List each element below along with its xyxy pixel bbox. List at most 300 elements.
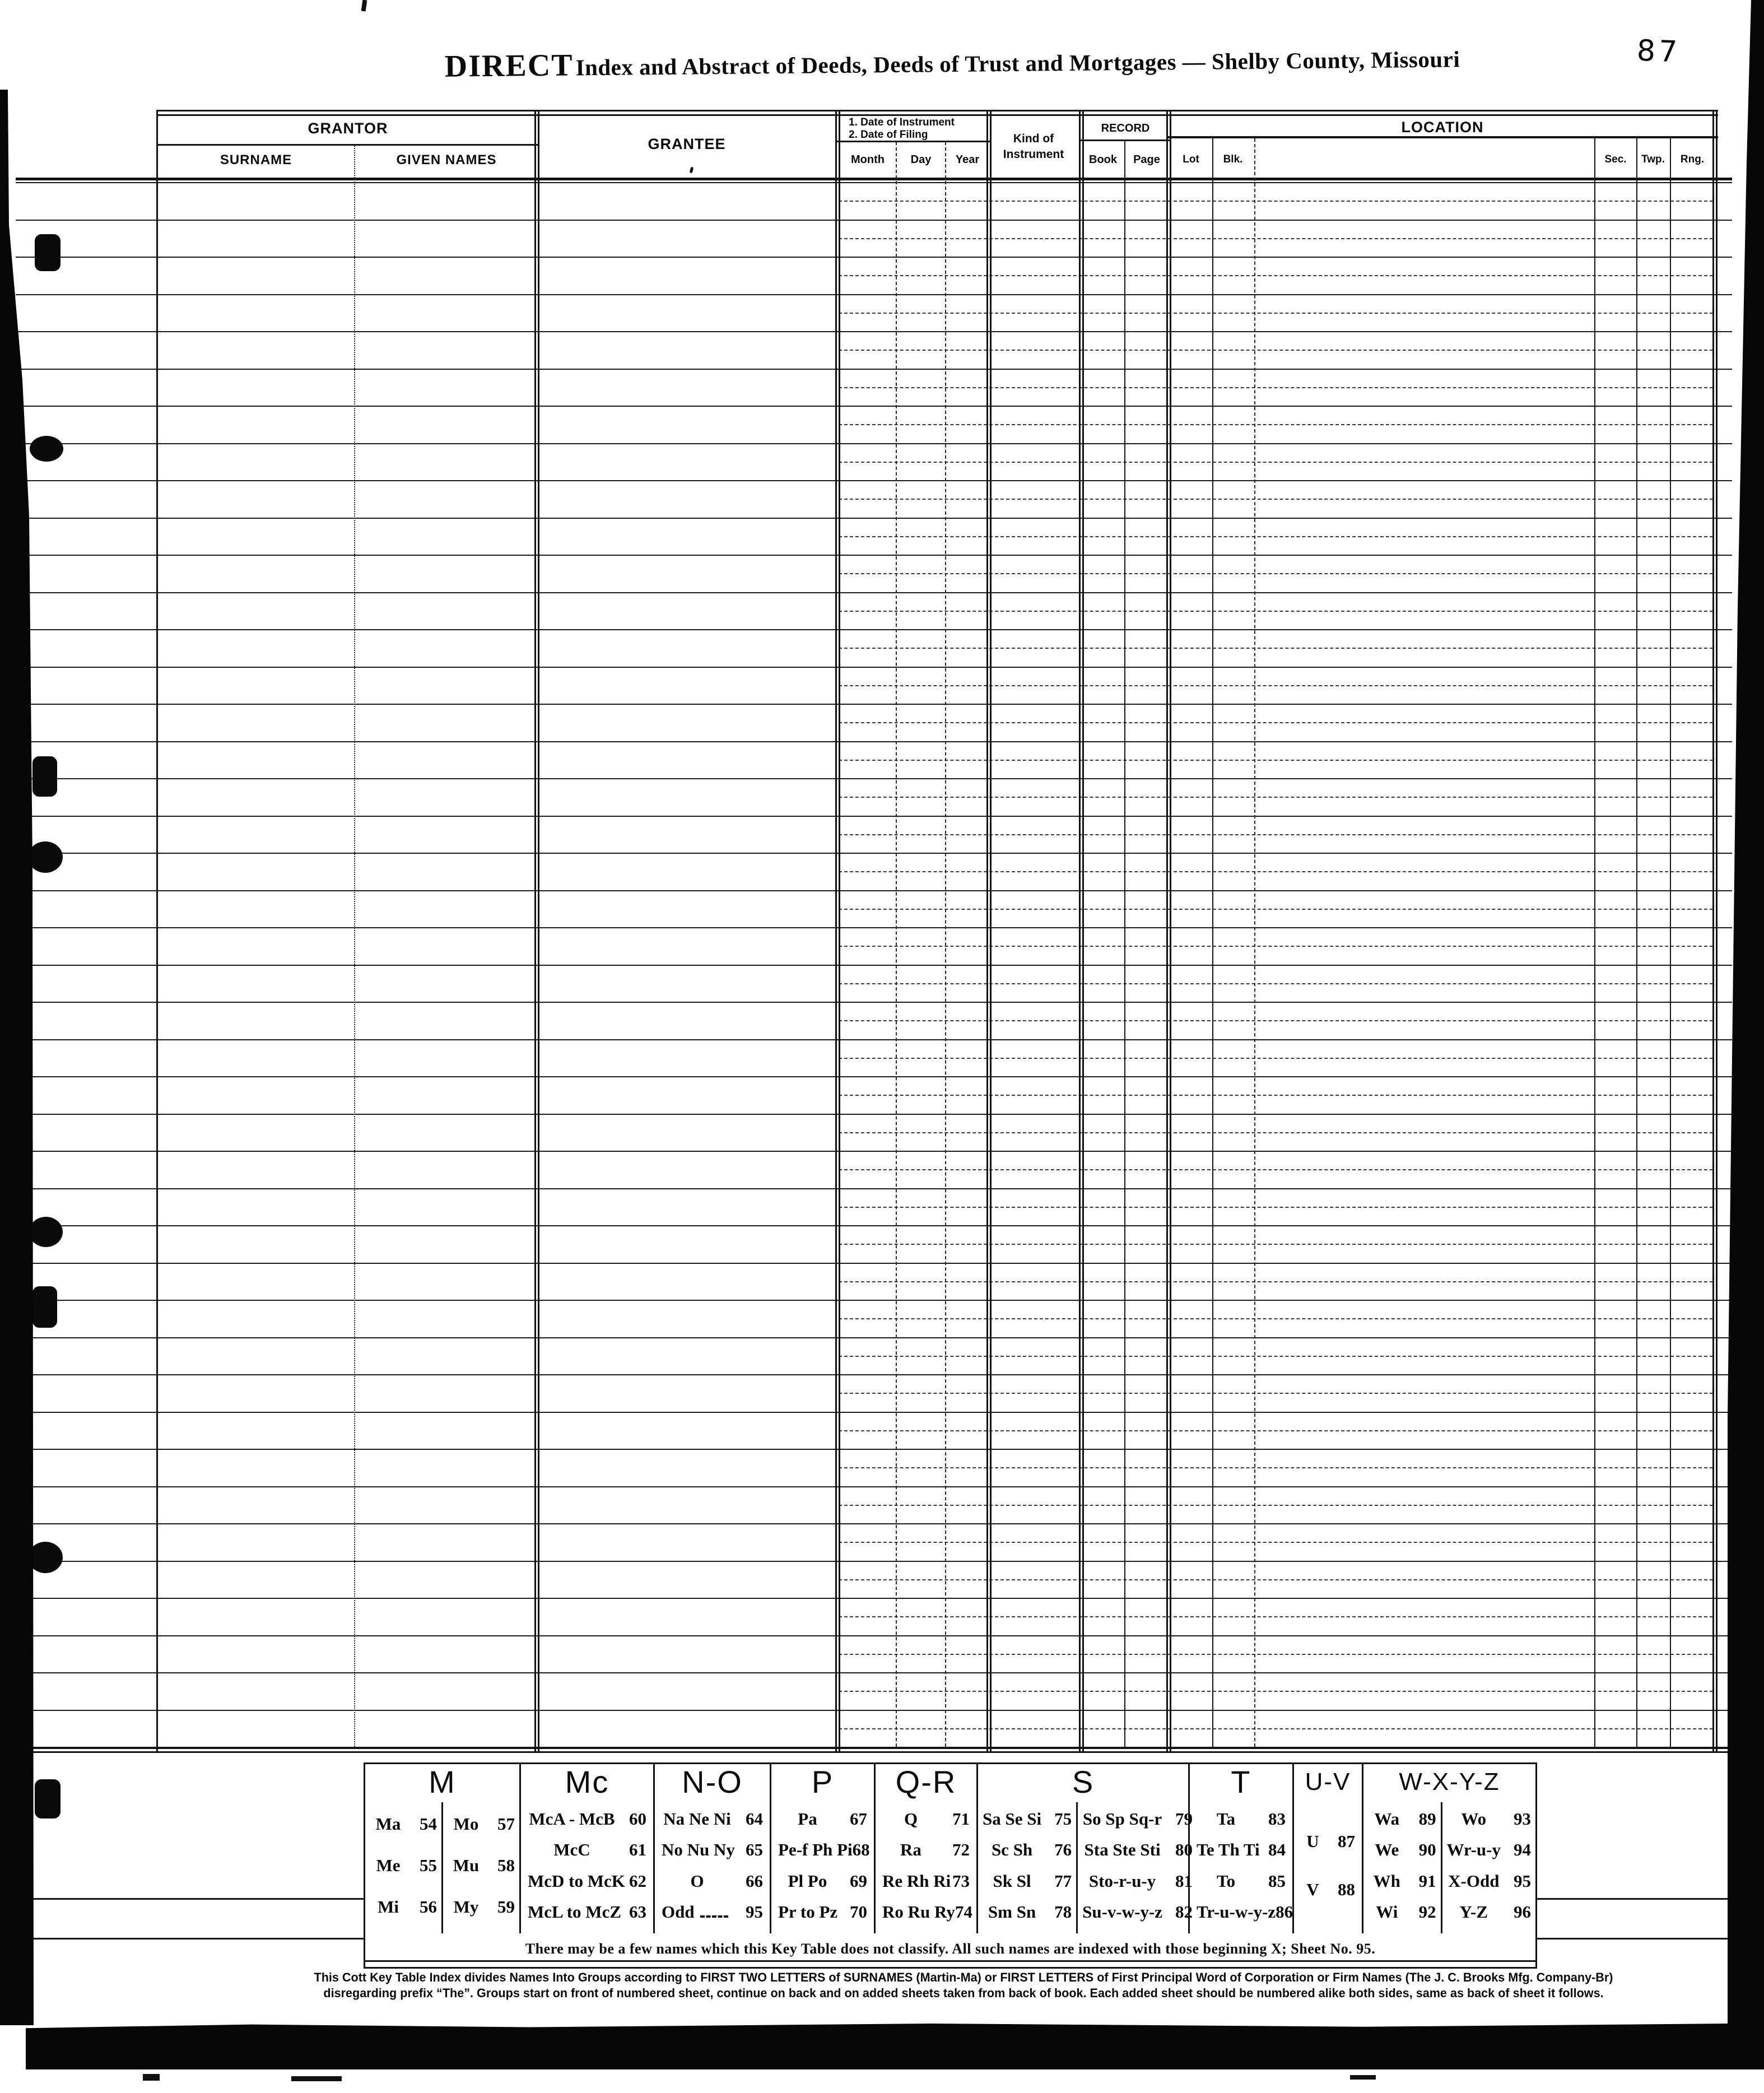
key-entry xyxy=(528,1809,646,1829)
key-entry xyxy=(1082,1871,1193,1891)
key-entry-label: Wr-u-y xyxy=(1446,1840,1501,1860)
grid-row xyxy=(16,1562,1732,1599)
key-entry-label: Ro Ru Ry xyxy=(882,1902,955,1922)
key-table-sections xyxy=(365,1764,1535,1933)
key-entry-sheet: 55 xyxy=(420,1855,437,1875)
binder-hole xyxy=(32,756,57,797)
rule-lot-blk-sep xyxy=(1212,138,1213,1747)
col-lot: Lot xyxy=(1183,154,1199,165)
page-title-rest: Index and Abstract of Deeds, Deeds of Trust and Mortgages — Shelby County, Missouri xyxy=(575,46,1460,81)
rule-day-year-sep xyxy=(945,142,946,1747)
grid-row xyxy=(16,817,1732,854)
rule-pre-sec-sep xyxy=(1594,138,1595,1747)
key-entry xyxy=(983,1840,1072,1860)
rule-top-inner xyxy=(156,114,1718,116)
key-section-mc-rows xyxy=(521,1802,653,1933)
key-entry-sheet: 59 xyxy=(497,1897,515,1917)
key-section-wxyz-left xyxy=(1363,1802,1441,1933)
scan-speck xyxy=(291,2076,342,2081)
grid-row xyxy=(16,481,1732,519)
key-entry xyxy=(882,1871,970,1891)
key-entry-sheet: 90 xyxy=(1418,1840,1436,1860)
key-entry-sheet: 79 xyxy=(1175,1808,1193,1829)
key-section-s xyxy=(978,1764,1193,1933)
col-book: Book xyxy=(1089,154,1117,166)
scan-speck xyxy=(361,0,367,11)
fine-print-line2: disregarding prefix “The”. Groups start on front of numbered sheet, continue on back and on added sheets taken from back of book. Each added sheet should be numbered alike both sides, same as back of sheet it follows. xyxy=(323,1986,1604,2000)
key-entry-label: So Sp Sq-r xyxy=(1082,1808,1162,1829)
col-location: LOCATION xyxy=(1401,119,1484,136)
key-entry-label: McL to McZ xyxy=(528,1902,622,1922)
grid-rows xyxy=(16,183,1732,1748)
grid-row xyxy=(16,705,1732,742)
key-entry-sheet: 65 xyxy=(746,1840,763,1860)
rule-book-page-sep xyxy=(1124,141,1125,1747)
key-section-t-rows xyxy=(1190,1802,1292,1933)
grid-row xyxy=(16,1338,1732,1376)
key-entry-label: X-Odd xyxy=(1448,1871,1500,1891)
key-entry xyxy=(1368,1809,1436,1829)
key-entry-sheet: 71 xyxy=(952,1808,970,1829)
key-entry-sheet: 95 xyxy=(746,1902,763,1922)
rule-surname-given-sep xyxy=(354,146,355,1747)
binder-hole xyxy=(32,1286,57,1328)
key-entry-label: Ta xyxy=(1216,1808,1236,1829)
col-surname: SURNAME xyxy=(220,152,292,168)
grid-row-midline xyxy=(839,834,1713,835)
grid-row-midline xyxy=(839,1132,1713,1133)
grid-row-midline xyxy=(839,1430,1713,1431)
key-entry xyxy=(983,1809,1072,1829)
rule-twp-rng-sep xyxy=(1670,138,1671,1747)
key-section-no-title: N-O xyxy=(682,1764,743,1799)
key-entry-label: Wi xyxy=(1376,1902,1398,1922)
grid-row-midline xyxy=(839,350,1713,351)
key-section-m-right xyxy=(441,1802,519,1933)
grid-row-midline xyxy=(839,1728,1713,1729)
key-entry xyxy=(528,1871,646,1891)
key-section-s-title: S xyxy=(1072,1764,1095,1799)
grid-row-midline xyxy=(839,1058,1713,1059)
grid-row xyxy=(16,1115,1732,1152)
key-section-qr xyxy=(876,1764,978,1933)
key-entry-sheet: 85 xyxy=(1268,1871,1286,1891)
key-section-wxyz-title: W-X-Y-Z xyxy=(1399,1768,1500,1796)
grid-row-midline xyxy=(839,797,1713,798)
grid-row-midline xyxy=(839,946,1713,947)
key-section-uv-title: U-V xyxy=(1305,1768,1351,1796)
grid-row-midline xyxy=(839,722,1713,723)
col-grantor: GRANTOR xyxy=(308,120,388,137)
key-entry-label: Pe-f Ph Pi xyxy=(778,1840,853,1860)
grid-row xyxy=(16,1487,1732,1525)
grid-row xyxy=(16,1636,1732,1674)
key-section-qr-rows xyxy=(876,1802,976,1933)
grid-row xyxy=(16,556,1732,593)
key-section-no-rows xyxy=(655,1802,770,1933)
grid-row-midline xyxy=(839,1579,1713,1580)
key-section-s-left xyxy=(978,1802,1076,1933)
binder-hole xyxy=(35,1779,60,1818)
grid-row-midline xyxy=(839,275,1713,276)
grid-row xyxy=(16,1711,1732,1748)
key-entry-label: No Nu Ny xyxy=(662,1840,735,1860)
key-entry-label: We xyxy=(1375,1840,1399,1860)
key-entry xyxy=(1197,1902,1293,1922)
key-entry xyxy=(1301,1831,1355,1852)
rule-grantee-date-sep xyxy=(835,110,840,1752)
key-entry xyxy=(370,1814,437,1834)
grid-row-midline xyxy=(839,648,1713,649)
grid-row-midline xyxy=(839,1095,1713,1096)
grid-row xyxy=(16,258,1732,295)
key-entry-sheet: 73 xyxy=(952,1871,970,1891)
key-section-s-split xyxy=(978,1802,1193,1933)
grid-row xyxy=(16,295,1732,333)
grid-row-midline xyxy=(839,1616,1713,1617)
key-entry xyxy=(983,1902,1072,1922)
key-entry-label: Ma xyxy=(375,1814,401,1834)
key-entry xyxy=(882,1809,970,1829)
key-table xyxy=(364,1762,1537,1969)
grid-row-midline xyxy=(839,387,1713,388)
key-entry-sheet: 58 xyxy=(497,1855,515,1875)
key-entry-label: Sc Sh xyxy=(991,1840,1033,1860)
grid-row-midline xyxy=(839,1244,1713,1245)
key-entry xyxy=(662,1840,763,1860)
scan-speck xyxy=(143,2074,160,2081)
grid-row xyxy=(16,1226,1732,1264)
key-entry-sheet: 83 xyxy=(1268,1808,1286,1829)
grid-row-midline xyxy=(839,499,1713,500)
key-entry-sheet: 84 xyxy=(1268,1840,1286,1860)
grid-row xyxy=(16,854,1732,891)
key-entry-label: Re Rh Ri xyxy=(882,1871,951,1891)
key-entry-label: Mu xyxy=(453,1855,480,1875)
grid-row xyxy=(16,928,1732,966)
binder-hole xyxy=(29,1217,63,1247)
col-kind-line1: Kind of xyxy=(1013,132,1054,145)
rule-date-kind-sep xyxy=(986,110,992,1752)
key-entry xyxy=(1197,1809,1286,1829)
key-entry-label: Odd xyxy=(662,1902,695,1922)
key-entry-label: Na Ne Ni xyxy=(663,1808,731,1829)
grid-row-midline xyxy=(839,1654,1713,1655)
col-blk: Blk. xyxy=(1223,154,1243,165)
grid-row xyxy=(16,1673,1732,1711)
col-rng: Rng. xyxy=(1680,154,1705,165)
grid-row xyxy=(16,1077,1732,1115)
grid-row-midline xyxy=(839,238,1713,239)
key-entry xyxy=(448,1855,515,1876)
key-entry-sheet: 81 xyxy=(1175,1871,1193,1891)
grid-row-midline xyxy=(839,573,1713,574)
rule-under-location xyxy=(1168,136,1718,138)
key-entry-sheet: 92 xyxy=(1418,1902,1436,1922)
key-entry-sheet: 77 xyxy=(1054,1871,1072,1891)
key-section-p-rows xyxy=(771,1802,874,1933)
key-entry-sheet: 82 xyxy=(1175,1902,1193,1922)
col-date-line1: 1. Date of Instrument xyxy=(849,117,955,128)
grid-row xyxy=(16,966,1732,1003)
key-entry xyxy=(662,1871,763,1891)
key-section-t xyxy=(1190,1764,1294,1933)
key-entry-sheet: 94 xyxy=(1514,1840,1531,1860)
rule-grid-bottom-heavy xyxy=(16,1747,1732,1749)
key-entry-label: O xyxy=(690,1871,704,1891)
grid-row xyxy=(16,630,1732,668)
key-entry-label: To xyxy=(1216,1871,1236,1891)
col-kind-line2: Instrument xyxy=(1003,148,1064,161)
key-entry-sheet: 88 xyxy=(1338,1880,1355,1899)
grid-row-midline xyxy=(839,536,1713,537)
key-entry xyxy=(448,1814,515,1834)
key-entry xyxy=(1082,1902,1193,1922)
key-entry-sheet: 68 xyxy=(852,1840,870,1860)
key-entry-sheet: 56 xyxy=(420,1897,437,1917)
col-date-line2: 2. Date of Filing xyxy=(849,129,928,141)
key-entry-sheet: 76 xyxy=(1054,1840,1072,1860)
key-section-uv-rows xyxy=(1294,1802,1362,1933)
grid-row-midline xyxy=(839,1356,1713,1357)
scan-speck xyxy=(690,167,694,174)
rule-under-record xyxy=(1081,139,1171,141)
key-entry-sheet: 72 xyxy=(952,1840,970,1860)
fine-print-line1: This Cott Key Table Index divides Names Into Groups according to FIRST TWO LETTERS of SURNAMES (Martin-Ma) or FIRST LETTERS of First Principal Word of Corporation or Firm Names (The J. C. Brooks Mfg. Company-Br) xyxy=(314,1970,1613,1984)
grid-row-midline xyxy=(839,1281,1713,1282)
key-section-mc-title: Mc xyxy=(565,1764,609,1799)
key-entry-label: Me xyxy=(376,1855,401,1875)
key-entry-label: Wo xyxy=(1461,1808,1487,1829)
key-entry xyxy=(1197,1840,1286,1860)
key-section-m-split xyxy=(365,1802,519,1933)
grid-row xyxy=(16,1003,1732,1040)
key-entry xyxy=(983,1871,1072,1891)
key-section-mc xyxy=(521,1764,655,1933)
rule-top-outer xyxy=(156,110,1718,111)
grid-row xyxy=(16,332,1732,370)
key-entry xyxy=(1447,1809,1531,1829)
grid-row xyxy=(16,1152,1732,1189)
key-entry-sheet: 63 xyxy=(629,1902,646,1922)
key-entry-label: Sto-r-u-y xyxy=(1088,1871,1156,1891)
key-entry xyxy=(1301,1880,1355,1900)
grid-row-midline xyxy=(839,871,1713,872)
col-page: Page xyxy=(1133,154,1160,166)
key-entry-odd xyxy=(662,1902,763,1922)
grid-row-midline xyxy=(839,1467,1713,1468)
rule-keytable-bottom-inner xyxy=(364,1960,1537,1962)
key-entry-sheet: 66 xyxy=(746,1871,763,1891)
key-entry-label: Pl Po xyxy=(788,1871,827,1891)
rule-sec-twp-sep xyxy=(1636,138,1637,1747)
key-entry-label: Y-Z xyxy=(1459,1902,1488,1922)
key-entry-label: Sta Ste Sti xyxy=(1084,1840,1161,1860)
grid-row-midline xyxy=(839,1020,1713,1021)
scan-speck xyxy=(1350,2075,1376,2080)
key-entry-sheet: 80 xyxy=(1175,1840,1193,1860)
key-entry-label: Wa xyxy=(1374,1808,1400,1829)
grid-row-midline xyxy=(839,760,1713,761)
col-day: Day xyxy=(910,154,932,166)
key-entry-label: Mi xyxy=(378,1897,399,1917)
grid-row xyxy=(16,593,1732,631)
grid-row xyxy=(16,1301,1732,1338)
grid-row-midline xyxy=(839,983,1713,984)
grid-row-midline xyxy=(839,685,1713,686)
sheet-number: 87 xyxy=(1636,34,1682,69)
key-entry-sheet: 61 xyxy=(629,1840,646,1860)
grid-row-midline xyxy=(839,1505,1713,1506)
key-entry-label: Ra xyxy=(900,1840,921,1860)
grid-row xyxy=(16,1375,1732,1413)
key-entry xyxy=(528,1902,646,1922)
rule-right-edge xyxy=(1712,110,1718,1752)
key-entry xyxy=(1197,1871,1286,1891)
key-section-p-title: P xyxy=(811,1764,834,1799)
key-entry-label: Sa Se Si xyxy=(983,1808,1042,1829)
key-section-wxyz xyxy=(1363,1764,1535,1933)
col-year: Year xyxy=(955,154,980,166)
key-entry-sheet: 78 xyxy=(1054,1902,1072,1922)
key-entry xyxy=(1082,1809,1193,1829)
key-table-note: There may be a few names which this Key Table does not classify. All such names are indexed with those beginning X; Sheet No. 95. xyxy=(525,1940,1376,1957)
key-entry-sheet: 87 xyxy=(1338,1831,1355,1851)
key-entry-sheet: 91 xyxy=(1418,1871,1436,1891)
key-entry-label-wrap xyxy=(662,1902,733,1922)
key-entry xyxy=(1447,1871,1531,1891)
grid-row xyxy=(16,407,1732,444)
grid-row xyxy=(16,370,1732,407)
grid-row xyxy=(16,742,1732,780)
key-section-m xyxy=(365,1764,521,1933)
rule-kind-record-sep xyxy=(1079,110,1084,1752)
key-entry xyxy=(778,1871,867,1891)
key-section-t-title: T xyxy=(1231,1764,1251,1799)
grid-row-midline xyxy=(839,1207,1713,1208)
key-entry xyxy=(1368,1902,1436,1922)
key-section-qr-title: Q-R xyxy=(895,1764,957,1799)
page-title xyxy=(291,38,1614,86)
rule-under-grantor xyxy=(156,144,539,146)
grid-row xyxy=(16,668,1732,705)
binder-hole xyxy=(30,436,63,462)
key-entry-label: V xyxy=(1306,1880,1319,1899)
grid-row-midline xyxy=(839,1169,1713,1170)
binder-hole xyxy=(35,234,60,271)
key-entry-sheet: 75 xyxy=(1054,1808,1072,1829)
grid-row-midline xyxy=(839,1318,1713,1319)
col-month: Month xyxy=(851,154,885,166)
grid-row-midline xyxy=(839,909,1713,910)
key-section-no xyxy=(655,1764,771,1933)
grid-row xyxy=(16,779,1732,817)
rule-blk-location-sep xyxy=(1254,138,1255,1747)
rule-header-bottom-thin xyxy=(16,182,1732,183)
key-entry xyxy=(778,1902,867,1922)
grid-row xyxy=(16,1264,1732,1301)
key-entry xyxy=(1447,1902,1531,1922)
key-entry-label: Su-v-w-y-z xyxy=(1082,1902,1163,1922)
key-entry-sheet: 93 xyxy=(1514,1808,1531,1829)
key-entry-label: Te Th Ti xyxy=(1197,1840,1260,1860)
grid-row xyxy=(16,183,1732,221)
key-entry xyxy=(528,1840,646,1860)
key-entry-label: My xyxy=(453,1897,479,1917)
grid-row xyxy=(16,221,1732,258)
key-section-s-right xyxy=(1076,1802,1197,1933)
binder-hole xyxy=(28,841,63,873)
grid-row xyxy=(16,1413,1732,1450)
rule-record-location-sep xyxy=(1166,110,1171,1752)
key-entry xyxy=(1082,1840,1193,1860)
grid-row-midline xyxy=(839,462,1713,463)
key-entry-label: Sk Sl xyxy=(993,1871,1031,1891)
col-record: RECORD xyxy=(1101,122,1150,134)
key-entry-label: Pa xyxy=(798,1808,817,1829)
grid-row xyxy=(16,1524,1732,1562)
key-entry-sheet: 67 xyxy=(850,1808,867,1829)
key-entry xyxy=(448,1897,515,1917)
key-entry-label: Pr to Pz xyxy=(778,1902,838,1922)
key-entry xyxy=(1447,1840,1531,1860)
key-entry xyxy=(778,1809,867,1829)
key-entry-sheet: 96 xyxy=(1514,1902,1531,1922)
grid-row xyxy=(16,891,1732,929)
key-section-wxyz-right xyxy=(1441,1802,1535,1933)
key-entry-label: Wh xyxy=(1373,1871,1400,1891)
key-section-m-title: M xyxy=(429,1764,456,1799)
key-entry-sheet: 89 xyxy=(1418,1808,1436,1829)
rule-grid-bottom-thin xyxy=(16,1751,1732,1753)
rule-header-bottom-heavy xyxy=(16,178,1732,180)
col-twp: Twp. xyxy=(1641,154,1665,165)
rule-left-edge xyxy=(156,110,158,1752)
grid-row xyxy=(16,1599,1732,1636)
grid-row xyxy=(16,1450,1732,1487)
key-section-uv xyxy=(1294,1764,1363,1933)
key-entry-sheet: 95 xyxy=(1514,1871,1531,1891)
binder-hole xyxy=(28,1542,63,1573)
key-entry-label: U xyxy=(1306,1831,1319,1851)
key-entry-label: McD to McK xyxy=(528,1871,625,1891)
key-entry-label: Tr-u-w-y-z xyxy=(1197,1902,1276,1922)
key-entry-label: McA - McB xyxy=(529,1808,615,1829)
grid-row-midline xyxy=(839,1691,1713,1692)
grid-row-midline xyxy=(839,313,1713,314)
grid-row xyxy=(16,1189,1732,1227)
key-entry xyxy=(1368,1840,1436,1860)
grid-row xyxy=(16,519,1732,556)
key-entry xyxy=(662,1809,763,1829)
key-entry xyxy=(778,1840,870,1860)
rule-grantor-grantee-sep xyxy=(534,110,539,1752)
page-title-lead: DIRECT xyxy=(444,48,574,84)
key-entry xyxy=(882,1902,970,1922)
col-grantee: GRANTEE xyxy=(648,136,726,152)
key-entry-sheet: 64 xyxy=(746,1808,763,1829)
dashed-leader xyxy=(700,1915,728,1918)
key-entry xyxy=(882,1840,970,1860)
key-entry-sheet: 70 xyxy=(850,1902,867,1922)
rule-month-day-sep xyxy=(896,142,897,1747)
key-entry-label: Sm Sn xyxy=(988,1902,1036,1922)
grid-row-midline xyxy=(839,1393,1713,1394)
scan-edge-bottom xyxy=(26,2024,1764,2069)
grid-row xyxy=(16,444,1732,482)
key-entry-sheet: 57 xyxy=(497,1814,515,1834)
key-section-m-left xyxy=(365,1802,441,1933)
